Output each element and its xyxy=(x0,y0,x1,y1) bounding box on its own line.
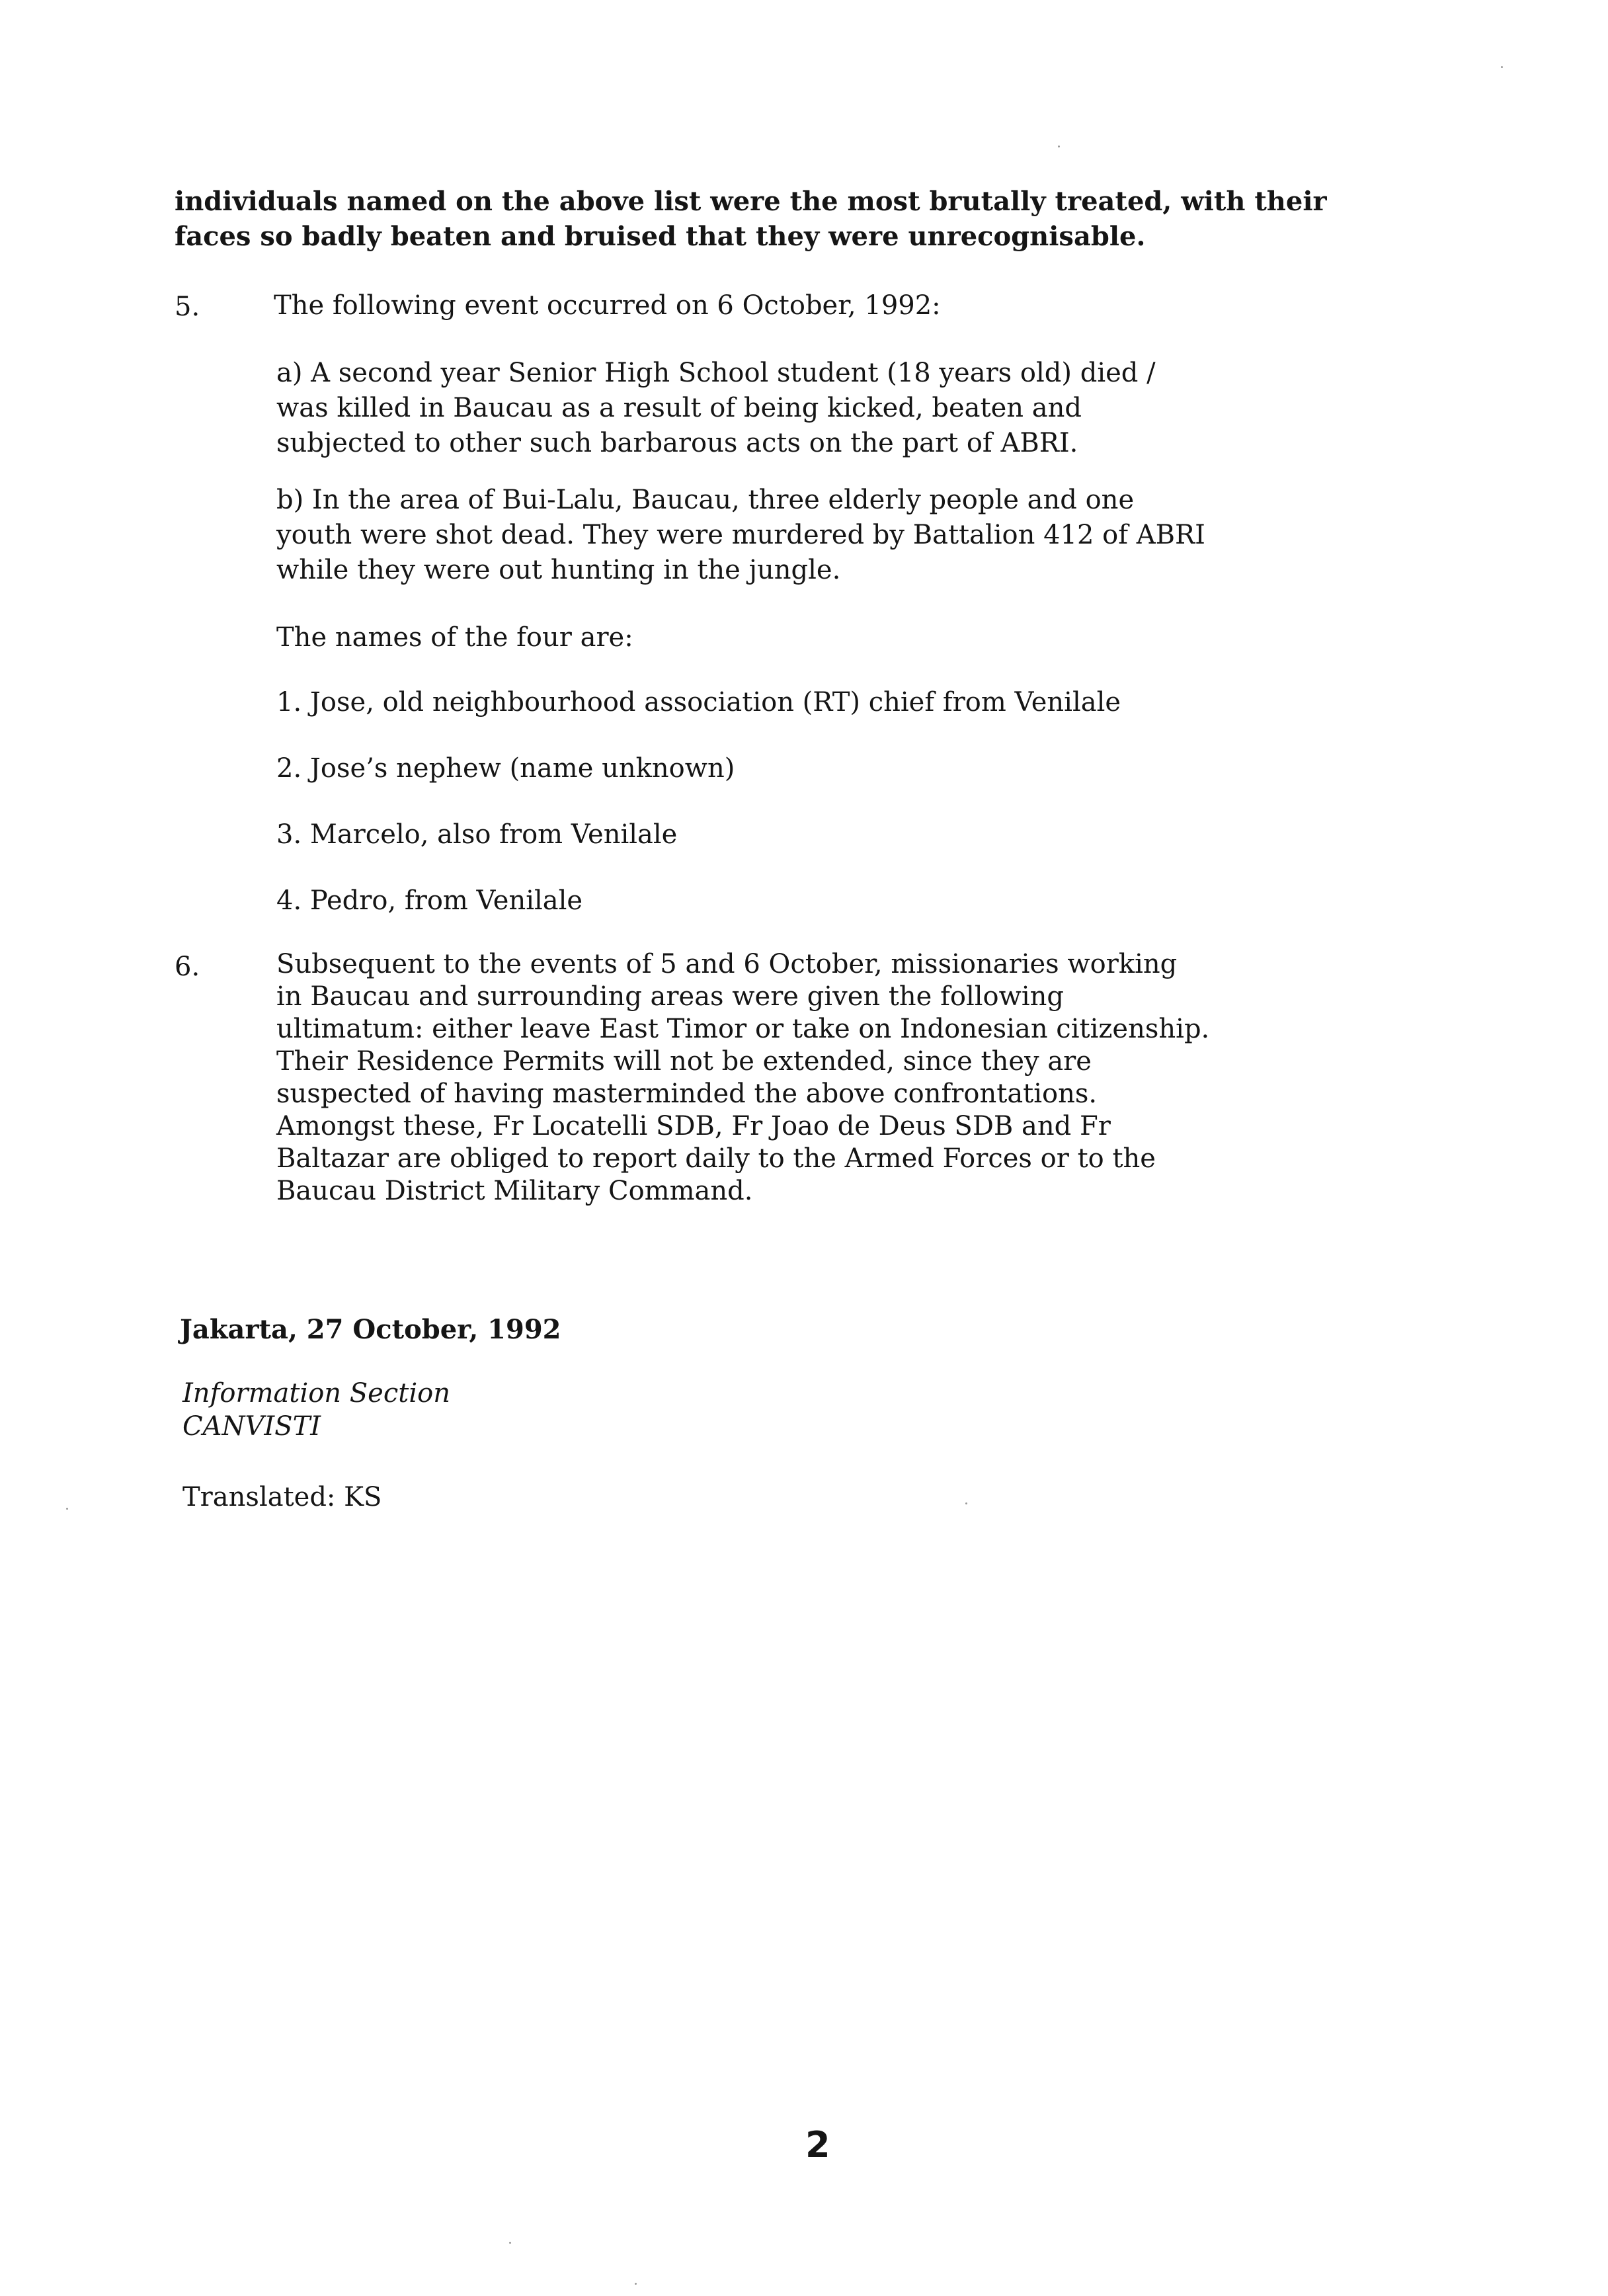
scan-speck xyxy=(1501,66,1503,68)
text-line: faces so badly beaten and bruised that they were unrecognisable. xyxy=(175,221,1146,252)
text-line: Jakarta, 27 October, 1992 xyxy=(180,1314,561,1345)
text-line: Baltazar are obliged to report daily to the Armed Forces or to the xyxy=(276,1143,1156,1174)
name-list-item xyxy=(276,883,583,919)
scan-speck xyxy=(66,1508,68,1510)
name-list-item xyxy=(276,685,1121,720)
section-5-item-a xyxy=(276,356,1156,461)
text-line: Baucau District Military Command. xyxy=(276,1176,753,1206)
section-number: 6. xyxy=(175,952,200,982)
text-line: 3. Marcelo, also from Venilale xyxy=(276,819,678,850)
text-line: Translated: KS xyxy=(182,1482,382,1512)
text-line: 1. Jose, old neighbourhood association (RT) chief from Venilale xyxy=(276,687,1121,718)
scan-speck xyxy=(965,1502,967,1504)
names-intro xyxy=(276,620,633,655)
text-line: subjected to other such barbarous acts on the part of ABRI. xyxy=(276,428,1078,458)
section-number: 5. xyxy=(175,292,200,322)
text-line: suspected of having masterminded the above confrontations. xyxy=(276,1079,1098,1109)
text-line: CANVISTI xyxy=(182,1411,321,1442)
text-line: 2. Jose’s nephew (name unknown) xyxy=(276,753,735,784)
opening-paragraph xyxy=(175,184,1327,254)
scan-speck xyxy=(1058,145,1060,147)
text-line: youth were shot dead. They were murdered by Battalion 412 of ABRI xyxy=(276,520,1205,550)
section-5-item-b xyxy=(276,483,1205,588)
page-number: 2 xyxy=(805,2124,830,2166)
text-line: Amongst these, Fr Locatelli SDB, Fr Joao de Deus SDB and Fr xyxy=(276,1111,1111,1141)
place-date xyxy=(180,1312,561,1347)
name-list-item xyxy=(276,817,677,852)
text-line: Information Section xyxy=(182,1378,450,1409)
text-line: while they were out hunting in the jungle. xyxy=(276,555,841,585)
text-line: Their Residence Permits will not be extended, since they are xyxy=(276,1046,1092,1077)
scan-speck xyxy=(509,2242,511,2244)
name-list-item xyxy=(276,751,735,786)
text-line: 4. Pedro, from Venilale xyxy=(276,885,583,916)
text-line: The following event occurred on 6 October, 1992: xyxy=(274,290,941,321)
text-line: The names of the four are: xyxy=(276,622,633,653)
section-5-intro xyxy=(274,288,941,323)
text-line: individuals named on the above list were the most brutally treated, with their xyxy=(175,186,1327,217)
text-line: a) A second year Senior High School student (18 years old) died / xyxy=(276,358,1156,388)
scan-speck xyxy=(635,2283,637,2285)
text-line: was killed in Baucau as a result of being kicked, beaten and xyxy=(276,393,1082,423)
text-line: ultimatum: either leave East Timor or take on Indonesian citizenship. xyxy=(276,1014,1210,1044)
text-line: b) In the area of Bui-Lalu, Baucau, three elderly people and one xyxy=(276,485,1135,515)
signature-block xyxy=(182,1377,450,1443)
section-6-paragraph xyxy=(276,948,1209,1208)
translator-credit xyxy=(182,1480,382,1515)
text-line: in Baucau and surrounding areas were given the following xyxy=(276,981,1065,1012)
text-line: Subsequent to the events of 5 and 6 October, missionaries working xyxy=(276,949,1178,979)
